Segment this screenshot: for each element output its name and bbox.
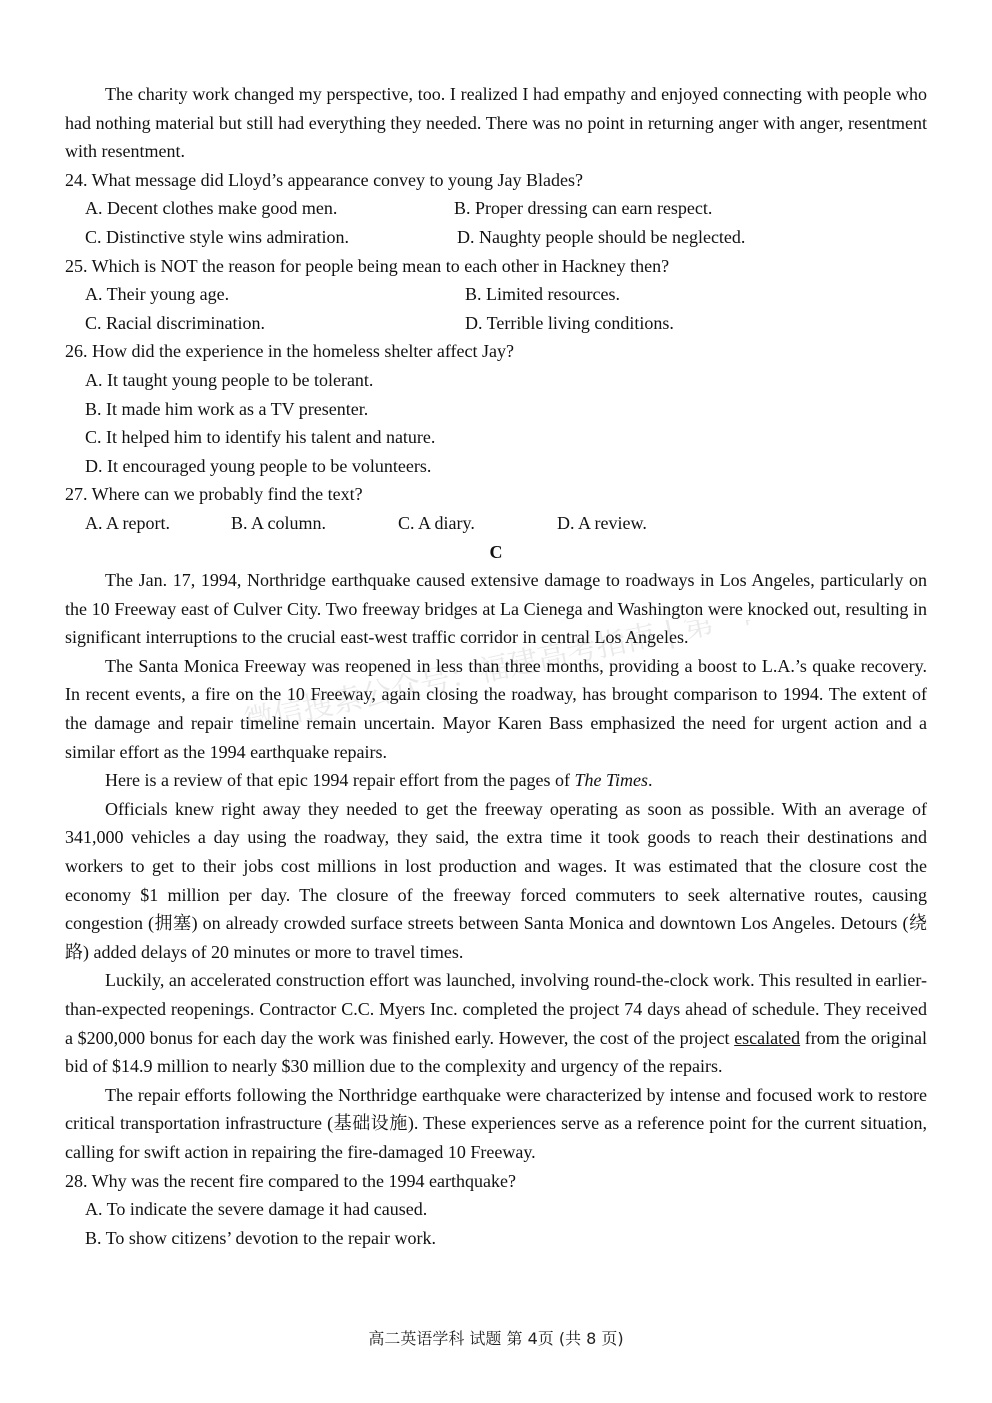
question-27-stem: 27. Where can we probably find the text? — [65, 484, 363, 505]
passage-c-paragraph-5 — [65, 966, 927, 1080]
question-26-option-b[interactable]: B. It made him work as a TV presenter. — [85, 398, 369, 419]
passage-b-closing-paragraph: The charity work changed my perspective, too. I realized I had empathy and enjoyed connecting with people who had nothing material but still had everything they needed. There was no point in returning anger with anger, resentment with resentment. — [65, 84, 927, 162]
page-content — [65, 80, 927, 1252]
page-footer: 高二英语学科 试题 第 4页 (共 8 页) — [368, 1329, 624, 1348]
question-27-options-row — [65, 509, 927, 538]
question-28-option-b[interactable]: B. To show citizens’ devotion to the repair work. — [85, 1227, 436, 1248]
question-25-option-d[interactable]: D. Terrible living conditions. — [465, 312, 674, 333]
question-25-options-row-1 — [65, 280, 927, 309]
question-25-option-a[interactable]: A. Their young age. — [85, 284, 230, 305]
question-24-option-c[interactable]: C. Distinctive style wins admiration. — [85, 226, 349, 247]
question-24-option-d[interactable]: D. Naughty people should be neglected. — [457, 226, 746, 247]
newspaper-title: The Times — [574, 770, 648, 791]
passage-c-paragraph-3-text: Here is a review of that epic 1994 repair effort from the pages of — [105, 770, 575, 791]
passage-c-paragraph-2: The Santa Monica Freeway was reopened in less than three months, providing a boost to L.A.’s quake recovery. In recent events, a fire on the 10 Freeway, again closing the roadway, has brought comparison to 1994. The extent of the damage and repair timeline remain uncertain. Mayor Karen Bass emphasized the need for urgent action and a similar effort as the 1994 earthquake repairs. — [65, 655, 927, 762]
underlined-word: escalated — [734, 1027, 801, 1048]
question-26-option-a[interactable]: A. It taught young people to be tolerant. — [85, 369, 374, 390]
passage-c-paragraph-3-end: . — [648, 770, 653, 791]
passage-c-paragraph-5-end: from the original bid of $14.9 million to nearly $30 million due to the complexity and urgency of the repairs. — [65, 1027, 928, 1077]
question-28-option-a[interactable]: A. To indicate the severe damage it had caused. — [85, 1199, 428, 1220]
passage-c-paragraph-1: The Jan. 17, 1994, Northridge earthquake caused extensive damage to roadways in Los Angeles, particularly on the 10 Freeway east of Culver City. Two freeway bridges at La Cienega and Washington were knocked out, resulting in significant interruptions to the crucial east-west traffic corridor in central Los Angeles. — [65, 570, 927, 648]
passage-c-paragraph-5-text: Luckily, an accelerated construction effort was launched, involving round-the-clock work. This resulted in earlier-than-expected reopenings. Contractor C.C. Myers Inc. completed the project 74 days ahead of schedule. They received a $200,000 bonus for each day the work was finished early. However, the cost of the project — [65, 970, 927, 1048]
question-25-stem: 25. Which is NOT the reason for people being mean to each other in Hackney then? — [65, 255, 670, 276]
passage-c-paragraph-3 — [65, 766, 927, 795]
question-27-option-a[interactable]: A. A report. — [85, 512, 170, 533]
question-24-stem: 24. What message did Lloyd’s appearance convey to young Jay Blades? — [65, 169, 584, 190]
watermark-text: 微信搜索公众号：福建高考指南 | — [240, 620, 679, 730]
question-24-options-row-1 — [65, 194, 927, 223]
section-c-heading: C — [489, 541, 503, 562]
question-26-option-c[interactable]: C. It helped him to identify his talent and nature. — [85, 427, 436, 448]
passage-c-paragraph-6: The repair efforts following the Northridge earthquake were characterized by intense and focused work to restore critical transportation infrastructure (基础设施). These experiences serve as a reference point for the current situation, calling for swift action in repairing the fire-damaged 10 Freeway. — [65, 1084, 927, 1162]
question-24-options-row-2 — [65, 223, 927, 252]
question-27-option-b[interactable]: B. A column. — [231, 512, 327, 533]
question-24-option-a[interactable]: A. Decent clothes make good men. — [85, 198, 338, 219]
question-24-option-b[interactable]: B. Proper dressing can earn respect. — [454, 198, 713, 219]
passage-c-paragraph-4: Officials knew right away they needed to get the freeway operating as soon as possible. With an average of 341,000 vehicles a day using the roadway, they said, the extra time it took goods to reach their destinations and workers to get to their jobs cost millions in lost production and wages. It was estimated that the closure cost the economy $1 million per day. The closure of the freeway forced commuters to seek alternative routes, causing congestion (拥塞) on already crowded surface streets between Santa Monica and downtown Los Angeles. Detours (绕路) added delays of 20 minutes or more to travel times. — [65, 798, 927, 962]
question-26-stem: 26. How did the experience in the homeless shelter affect Jay? — [65, 341, 515, 362]
question-27-option-c[interactable]: C. A diary. — [398, 512, 475, 533]
question-26-option-d[interactable]: D. It encouraged young people to be volunteers. — [85, 455, 432, 476]
question-25-option-b[interactable]: B. Limited resources. — [465, 284, 620, 305]
question-27-option-d[interactable]: D. A review. — [557, 512, 647, 533]
question-28-stem: 28. Why was the recent fire compared to the 1994 earthquake? — [65, 1170, 516, 1191]
question-25-option-c[interactable]: C. Racial discrimination. — [85, 312, 265, 333]
question-25-options-row-2 — [65, 309, 927, 338]
